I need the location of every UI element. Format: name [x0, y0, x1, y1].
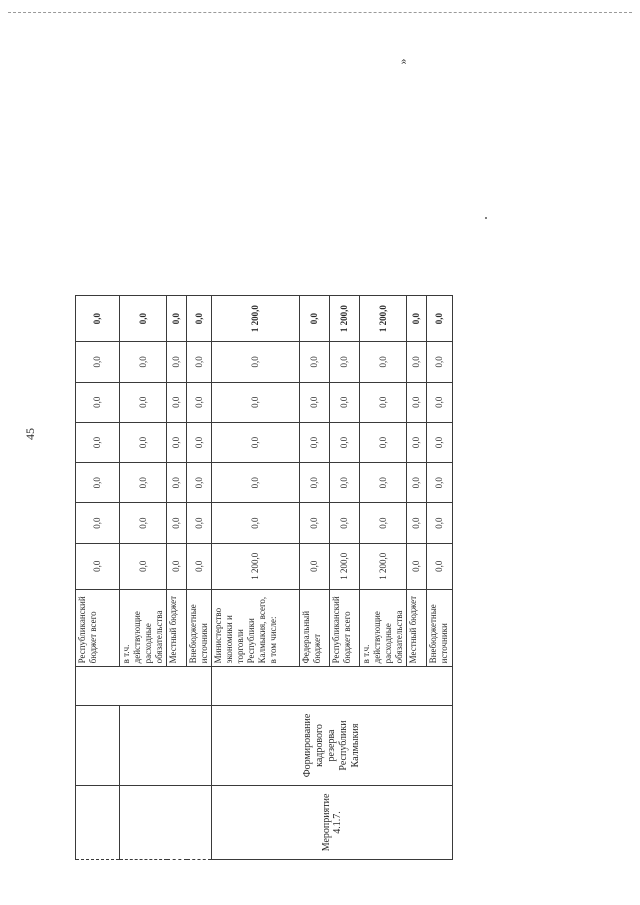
row-label: Министерство экономики и торговли Республики Калмыкия, всего, в том числе:: [212, 589, 300, 667]
value-cell: 0,0: [120, 422, 167, 462]
value-cell: 0,0: [427, 422, 453, 462]
value-cell: 0,0: [167, 463, 187, 503]
value-cell: 0,0: [300, 503, 330, 543]
table-row: [212, 296, 300, 860]
value-cell: 0,0: [76, 463, 120, 503]
row-label: в т.ч. действующие расходные обязательства: [360, 589, 407, 667]
value-cell: 0,0: [407, 463, 427, 503]
total-cell: 0,0: [427, 296, 453, 342]
value-cell: 0,0: [212, 503, 300, 543]
value-cell: 0,0: [167, 503, 187, 543]
value-cell: 0,0: [187, 382, 212, 422]
total-cell: 0,0: [167, 296, 187, 342]
value-cell: 0,0: [330, 503, 360, 543]
value-cell: 0,0: [187, 463, 212, 503]
value-cell: 0,0: [212, 463, 300, 503]
executor-cell: [212, 667, 453, 706]
value-cell: 0,0: [427, 543, 453, 589]
total-cell: 0,0: [120, 296, 167, 342]
value-cell: 0,0: [187, 422, 212, 462]
value-cell: 1 200,0: [212, 543, 300, 589]
event-name-cell-upper: [76, 706, 120, 786]
value-cell: 0,0: [212, 342, 300, 382]
executor-cell-upper: [76, 667, 212, 706]
value-cell: 0,0: [76, 342, 120, 382]
row-label: Местный бюджет: [407, 589, 427, 667]
event-name-cell-upper: [120, 706, 212, 786]
value-cell: 0,0: [300, 382, 330, 422]
budget-table: [75, 295, 453, 860]
value-cell: 0,0: [212, 422, 300, 462]
value-cell: 0,0: [187, 342, 212, 382]
budget-table-body: [76, 296, 453, 860]
total-cell: 0,0: [300, 296, 330, 342]
value-cell: 0,0: [76, 422, 120, 462]
value-cell: 0,0: [427, 463, 453, 503]
total-cell: 1 200,0: [212, 296, 300, 342]
value-cell: 0,0: [167, 543, 187, 589]
value-cell: 0,0: [360, 382, 407, 422]
row-label: в т.ч. действующие расходные обязательства: [120, 589, 167, 667]
value-cell: 0,0: [407, 342, 427, 382]
table-row: [120, 296, 167, 860]
event-code-cell: Мероприятие 4.1.7.: [212, 785, 453, 859]
value-cell: 0,0: [187, 543, 212, 589]
value-cell: 0,0: [427, 342, 453, 382]
value-cell: 0,0: [330, 422, 360, 462]
value-cell: 0,0: [76, 382, 120, 422]
value-cell: 1 200,0: [330, 543, 360, 589]
value-cell: 0,0: [76, 543, 120, 589]
value-cell: 0,0: [427, 382, 453, 422]
value-cell: 0,0: [360, 503, 407, 543]
row-label: Внебюджетные источники: [187, 589, 212, 667]
value-cell: 0,0: [120, 543, 167, 589]
value-cell: 0,0: [360, 422, 407, 462]
total-cell: 0,0: [407, 296, 427, 342]
value-cell: 0,0: [427, 503, 453, 543]
event-name-cell: Формирование кадрового резерва Республики Калмыкия: [212, 706, 453, 786]
event-code-cell-upper: [120, 785, 212, 859]
value-cell: 0,0: [300, 543, 330, 589]
value-cell: 0,0: [120, 503, 167, 543]
value-cell: 0,0: [120, 463, 167, 503]
row-label: Внебюджетные источники: [427, 589, 453, 667]
value-cell: 0,0: [330, 463, 360, 503]
value-cell: 0,0: [120, 342, 167, 382]
rotated-table-container: [75, 295, 453, 860]
value-cell: 0,0: [120, 382, 167, 422]
scan-speck: [485, 217, 487, 219]
value-cell: 0,0: [360, 342, 407, 382]
value-cell: 0,0: [407, 382, 427, 422]
value-cell: 0,0: [300, 463, 330, 503]
value-cell: 0,0: [360, 463, 407, 503]
total-cell: 0,0: [187, 296, 212, 342]
page-number: 45: [23, 428, 37, 440]
row-label: Республиканский бюджет всего: [330, 589, 360, 667]
value-cell: 1 200,0: [360, 543, 407, 589]
value-cell: 0,0: [76, 503, 120, 543]
value-cell: 0,0: [187, 503, 212, 543]
scan-top-edge: [8, 12, 632, 13]
value-cell: 0,0: [330, 382, 360, 422]
value-cell: 0,0: [212, 382, 300, 422]
closing-quote-mark: »: [395, 58, 410, 65]
row-label: Республиканский бюджет всего: [76, 589, 120, 667]
value-cell: 0,0: [330, 342, 360, 382]
total-cell: 0,0: [76, 296, 120, 342]
value-cell: 0,0: [407, 543, 427, 589]
row-label: Местный бюджет: [167, 589, 187, 667]
value-cell: 0,0: [407, 422, 427, 462]
row-label: Федеральный бюджет: [300, 589, 330, 667]
value-cell: 0,0: [407, 503, 427, 543]
value-cell: 0,0: [300, 422, 330, 462]
total-cell: 1 200,0: [360, 296, 407, 342]
event-code-cell-upper: [76, 785, 120, 859]
value-cell: 0,0: [167, 422, 187, 462]
table-row: [76, 296, 120, 860]
value-cell: 0,0: [167, 382, 187, 422]
value-cell: 0,0: [167, 342, 187, 382]
value-cell: 0,0: [300, 342, 330, 382]
total-cell: 1 200,0: [330, 296, 360, 342]
